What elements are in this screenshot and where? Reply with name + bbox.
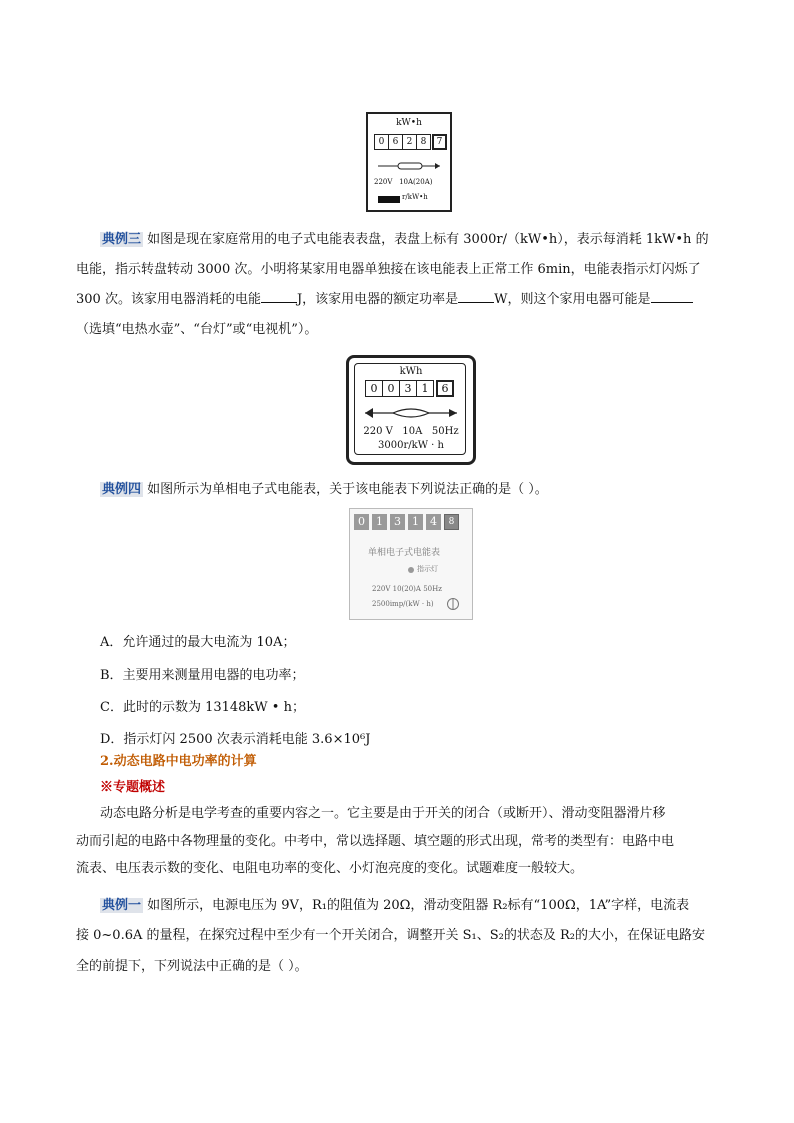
- example3-line1: [100, 228, 709, 247]
- meter-rate: r/kW•h: [402, 193, 428, 201]
- meter-digit: 6: [436, 380, 454, 397]
- meter-digit: 8: [444, 514, 459, 530]
- meter-spec: 220 V 10A 50Hz: [363, 426, 459, 437]
- meter-digit-row: [354, 514, 459, 530]
- meter-unit: kWh: [399, 366, 423, 377]
- meter-digit: 0: [374, 134, 389, 150]
- option-d: D．指示灯闪 2500 次表示消耗电能 3.6×10⁶J: [100, 732, 371, 747]
- example-tag: 典例三: [102, 232, 142, 247]
- meter-digit-row: [365, 380, 454, 397]
- section-subheading: ※专题概述: [100, 780, 166, 795]
- meter-digit: 7: [432, 134, 447, 150]
- meter-digit: 0: [365, 380, 383, 397]
- indicator-light-icon: [408, 567, 414, 573]
- example3-line2: 电能，指示转盘转动 3000 次。小明将某家用电器单独接在该电能表上正常工作 6min，电能表指示灯闪烁了: [76, 262, 701, 277]
- answer-blank: [651, 290, 693, 303]
- example3-line4: （选填“电热水壶”、“台灯”或“电视机”）。: [76, 322, 318, 337]
- turntable-icon: [363, 405, 459, 421]
- example4-line: [100, 478, 548, 497]
- section-paragraph-line1: 动态电路分析是电学考查的重要内容之一。它主要是由于开关的闭合（或断开）、滑动变阻器滑片移: [100, 806, 666, 821]
- meter-digit: 1: [408, 514, 423, 530]
- meter-indicator-label: 指示灯: [417, 565, 438, 573]
- option-a: A．允许通过的最大电流为 10A；: [100, 635, 296, 650]
- meter-spec: 220V 10(20)A 50Hz: [372, 585, 442, 593]
- meter-rate: 2500imp/(kW · h): [372, 600, 434, 608]
- meter-unit: kW•h: [396, 118, 422, 128]
- phase-symbol-icon: [446, 597, 460, 611]
- example1-line1: [100, 894, 689, 913]
- example3-text3c: W，则这个家用电器可能是: [494, 292, 651, 307]
- meter-digit: 1: [417, 380, 434, 397]
- meter-title: 单相电子式电能表: [368, 548, 441, 558]
- meter-image-2: [346, 355, 476, 465]
- turntable-icon: [376, 160, 442, 172]
- meter-digit: 2: [403, 134, 417, 150]
- meter-digit: 3: [400, 380, 417, 397]
- answer-blank: [261, 290, 297, 303]
- example1-line3: 全的前提下，下列说法中正确的是（ ）。: [76, 959, 308, 974]
- option-b: B．主要用来测量用电器的电功率；: [100, 668, 305, 683]
- example3-text1: 如图是现在家庭常用的电子式电能表表盘，表盘上标有 3000r/（kW•h），表示每消耗 1kW•h 的: [147, 232, 709, 247]
- section-heading: 2.动态电路中电功率的计算: [100, 754, 257, 769]
- meter-digit: 4: [426, 514, 441, 530]
- meter-digit: 1: [372, 514, 387, 530]
- meter-rate: 3000r/kW · h: [378, 440, 444, 451]
- meter-rate-box: [378, 196, 400, 203]
- meter-digit: 8: [417, 134, 431, 150]
- example-tag: 典例四: [102, 482, 142, 497]
- option-c: C．此时的示数为 13148kW • h；: [100, 700, 305, 715]
- meter-digit-row: [374, 134, 447, 150]
- section-paragraph-line3: 流表、电压表示数的变化、电阻电功率的变化、小灯泡亮度的变化。试题难度一般较大。: [76, 861, 584, 876]
- example-tag: 典例一: [102, 898, 142, 913]
- example3-line3: [76, 288, 693, 307]
- example4-text: 如图所示为单相电子式电能表，关于该电能表下列说法正确的是（ ）。: [147, 482, 548, 497]
- example1-text1: 如图所示，电源电压为 9V，R₁的阻值为 20Ω，滑动变阻器 R₂标有“100Ω，1A”字样，电流表: [147, 898, 690, 913]
- example3-text3b: J，该家用电器的额定功率是: [296, 292, 459, 307]
- meter-digit: 0: [354, 514, 369, 530]
- meter-image-1: [366, 112, 452, 212]
- meter-digit: 6: [389, 134, 403, 150]
- example3-text3a: 300 次。该家用电器消耗的电能: [76, 292, 261, 307]
- answer-blank: [458, 290, 494, 303]
- example1-line2: 接 0~0.6A 的量程，在探究过程中至少有一个开关闭合，调整开关 S₁、S₂的状态及 R₂的大小，在保证电路安: [76, 928, 705, 943]
- meter-digit: 0: [383, 380, 400, 397]
- meter-digit: 3: [390, 514, 405, 530]
- meter-image-3: [349, 508, 473, 620]
- meter-spec: 220V 10A(20A): [374, 178, 433, 186]
- section-paragraph-line2: 动而引起的电路中各物理量的变化。中考中，常以选择题、填空题的形式出现，常考的类型有：电路中电: [76, 834, 675, 849]
